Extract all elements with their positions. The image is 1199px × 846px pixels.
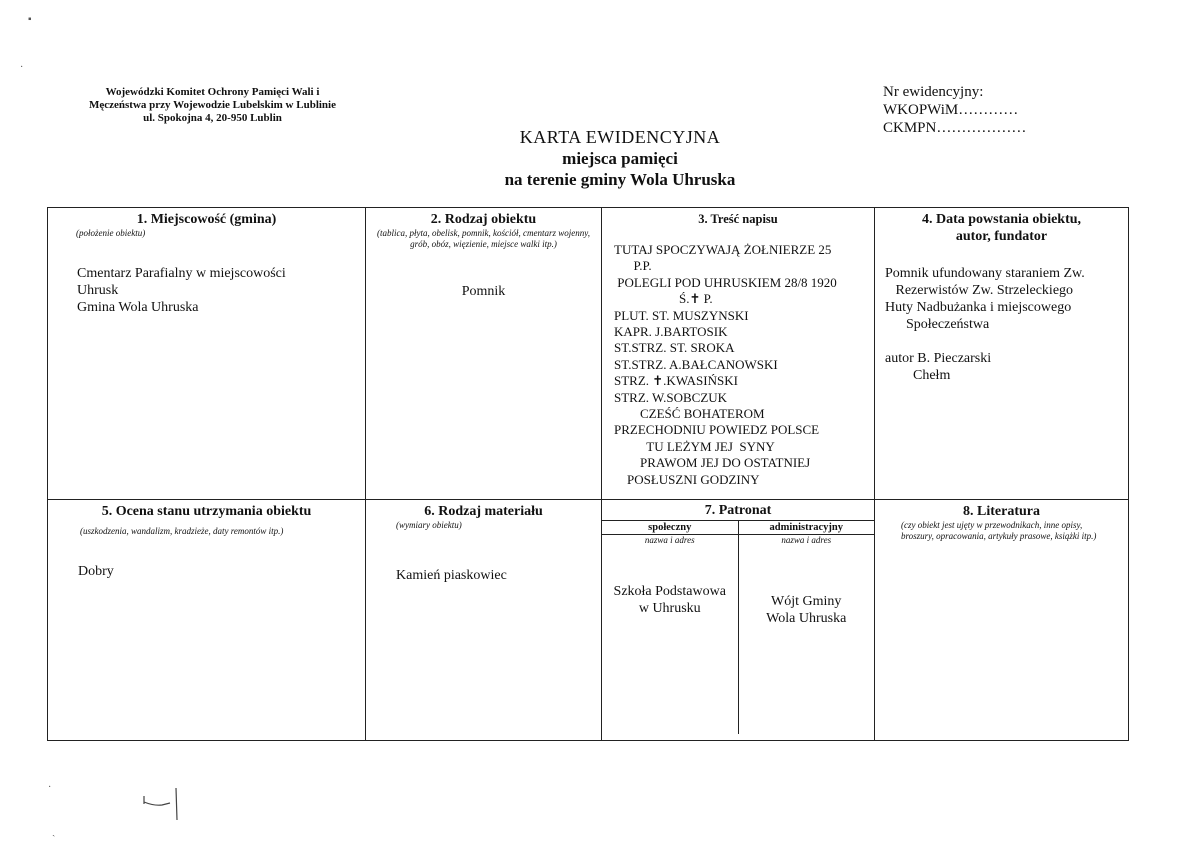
inscription-line: ST.STRZ. A.BAŁCANOWSKI [614,356,778,372]
inscription-text [602,242,874,488]
evid-line-1: Nr ewidencyjny: [883,84,984,100]
field-4-value-line: autor B. Pieczarski [885,351,992,366]
inscription-line: STRZ. ✝.KWASIŃSKI [614,373,738,389]
field-4-value-line: Chełm [885,368,951,383]
scan-speck: ˎ [52,826,56,837]
patronage-social-header [602,521,738,549]
field-8-literature [875,500,1129,741]
record-card-table [47,207,1129,741]
inscription-line: PRZECHODNIU POWIEDZ POLSCE [614,422,820,438]
field-2-heading: 2. Rodzaj obiektu [430,212,537,227]
field-2-object-type [366,208,602,500]
field-8-hint: (czy obiekt jest ujęty w przewodnikach, inne opisy, broszury, opracowania, artykuły prasowe, książki itp.) [901,520,1097,541]
field-8-heading: 8. Literatura [963,504,1040,519]
field-4-value-line: Huty Nadbużanka i miejscowego [885,300,1072,315]
field-1-value-line: Cmentarz Parafialny w miejscowości [77,266,286,281]
inscription-line: Ś.✝ P. [614,291,713,307]
scan-speck: · [48,782,52,793]
patronage-social-label: społeczny [602,521,738,535]
patronage-social-line: w Uhrusku [638,601,701,616]
field-2-value: Pomnik [461,284,506,299]
field-4-value-line: Pomnik ufundowany staraniem Zw. [885,266,1085,281]
patronage-admin-label: administracyjny [739,521,875,535]
field-1-value-line: Uhrusk [77,283,119,298]
inscription-line: P.P. [614,258,652,274]
patronage-social-value [602,549,738,734]
field-5-hint: (uszkodzenia, wandalizm, kradzieże, daty remontów itp.) [80,526,284,536]
card-title [420,127,820,190]
inscription-line: PRAWOM JEJ DO OSTATNIEJ [614,455,811,471]
field-1-location [48,208,366,500]
title-line-2: miejsca pamięci [562,149,678,168]
inscription-line: STRZ. W.SOBCZUK [614,389,728,405]
field-6-heading: 6. Rodzaj materiału [424,504,543,519]
inscription-line: KAPR. J.BARTOSIK [614,324,728,340]
field-1-heading: 1. Miejscowość (gmina) [136,212,277,227]
field-4-heading [875,211,1128,245]
field-3-inscription [602,208,875,500]
field-7-patronage [602,500,875,741]
patronage-admin-line: Wola Uhruska [766,611,847,626]
field-1-hint: (położenie obiektu) [76,228,146,238]
field-7-heading: 7. Patronat [602,502,874,521]
field-5-condition [48,500,366,741]
scan-speck: ▪ [28,14,32,25]
field-1-value [48,265,365,316]
inscription-line: CZEŚĆ BOHATEROM [614,406,765,422]
field-5-value: Dobry [78,564,114,579]
scan-speck: · [20,62,24,73]
patronage-social-line: Szkoła Podstawowa [613,584,726,599]
inscription-line: ST.STRZ. ST. SROKA [614,340,735,356]
field-6-material [366,500,602,741]
field-2-hint: (tablica, płyta, obelisk, pomnik, kościół, cmentarz wojenny, grób, obóz, więzienie, miejsce walki itp.) [377,228,590,249]
field-6-hint: (wymiary obiektu) [396,520,462,530]
evid-line-2: WKOPWiM………… [883,102,1019,118]
field-1-value-line: Gmina Wola Uhruska [77,300,199,315]
field-4-value-line: Rezerwistów Zw. Strzeleckiego [885,283,1074,298]
field-4-heading-line: autor, fundator [955,229,1048,244]
patronage-admin-line: Wójt Gminy [771,594,842,609]
field-4-value [875,265,1128,384]
field-3-heading: 3. Treść napisu [698,212,778,226]
patronage-admin-header [738,521,874,549]
field-5-heading: 5. Ocena stanu utrzymania obiektu [101,504,312,519]
inscription-line: POSŁUSZNI GODZINY [614,471,760,487]
patronage-subtable [602,521,874,734]
evid-line-3: CKMPN……………… [883,120,1027,136]
inscription-line: TUTAJ SPOCZYWAJĄ ŻOŁNIERZE 25 [614,242,832,257]
registration-number-block [883,83,1026,137]
field-6-value: Kamień piaskowiec [396,568,507,583]
field-4-creation-date [875,208,1129,500]
organization-block [40,86,385,125]
org-line-2: Męczeństwa przy Wojewodzie Lubelskim w Lublinie [89,99,336,111]
patronage-admin-value [738,549,874,734]
field-4-heading-line: 4. Data powstania obiektu, [921,212,1082,227]
patronage-admin-sublabel: nazwa i adres [781,535,832,545]
handwritten-mark [140,784,190,824]
inscription-line: PLUT. ST. MUSZYNSKI [614,307,749,323]
inscription-line: TU LEŻYM JEJ SYNY [614,438,775,454]
title-line-1: KARTA EWIDENCYJNA [519,127,721,147]
inscription-line: POLEGLI POD UHRUSKIEM 28/8 1920 [614,274,837,290]
org-line-3: ul. Spokojna 4, 20-950 Lublin [143,112,282,124]
field-4-value-line [885,333,1128,350]
patronage-social-sublabel: nazwa i adres [644,535,695,545]
title-line-3: na terenie gminy Wola Uhruska [504,170,736,189]
field-4-value-line: Społeczeństwa [885,317,990,332]
org-line-1: Wojewódzki Komitet Ochrony Pamięci Wali i [105,86,320,98]
